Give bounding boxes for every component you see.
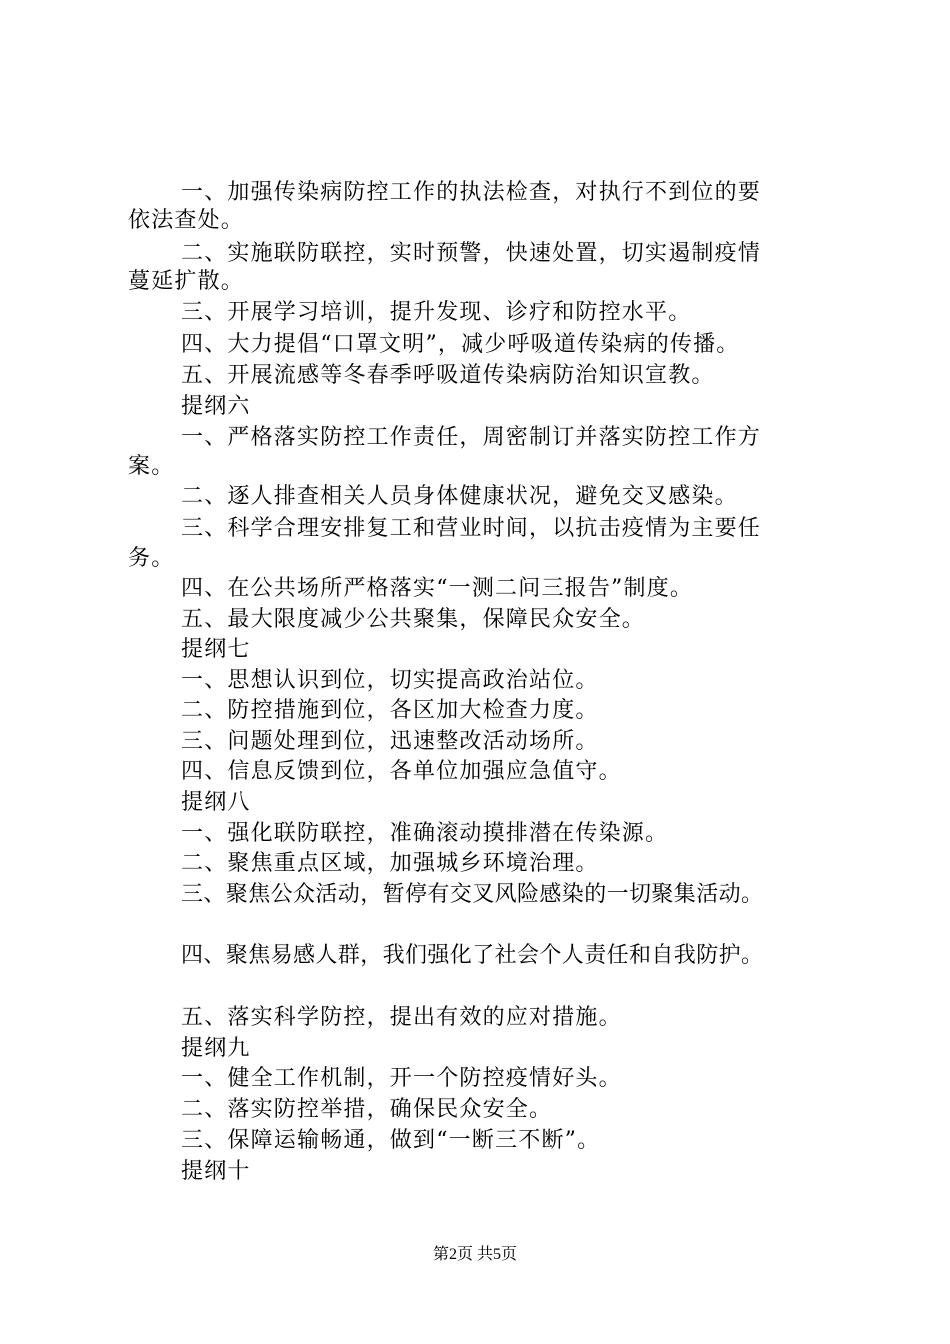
paragraph-line: 五、开展流感等冬春季呼吸道传染病防治知识宣教。 [181, 363, 715, 388]
section-heading: 提纲十 [181, 1159, 251, 1184]
paragraph-line: 二、防控措施到位，各区加大检查力度。 [181, 698, 599, 723]
paragraph-line: 三、保障运输畅通，做到“一断三不断”。 [181, 1128, 601, 1153]
paragraph-line: 蔓延扩散。 [128, 269, 245, 294]
paragraph-line: 案。 [128, 454, 175, 479]
paragraph-line: 三、聚焦公众活动，暂停有交叉风险感染的一切聚集活动。 [181, 882, 764, 907]
paragraph-line: 三、科学合理安排复工和营业时间，以抗击疫情为主要任 [181, 516, 762, 541]
paragraph-line: 四、在公共场所严格落实“一测二问三报告”制度。 [181, 576, 694, 601]
paragraph-line: 四、信息反馈到位，各单位加强应急值守。 [181, 759, 622, 784]
paragraph-line: 五、最大限度减少公共聚集，保障民众安全。 [181, 607, 646, 632]
paragraph-line: 一、健全工作机制，开一个防控疫情好头。 [181, 1066, 622, 1091]
paragraph-line: 三、问题处理到位，迅速整改活动场所。 [181, 729, 599, 754]
paragraph-line: 二、逐人排查相关人员身体健康状况，避免交叉感染。 [181, 484, 738, 509]
paragraph-line: 二、实施联防联控，实时预警，快速处置，切实遏制疫情 [181, 241, 762, 266]
paragraph-line: 一、强化联防联控，准确滚动摸排潜在传染源。 [181, 821, 669, 846]
paragraph-line: 二、聚焦重点区域，加强城乡环境治理。 [181, 851, 599, 876]
paragraph-line: 一、严格落实防控工作责任，周密制订并落实防控工作方 [181, 425, 762, 450]
section-heading: 提纲六 [181, 394, 251, 419]
paragraph-line: 一、加强传染病防控工作的执法检查，对执行不到位的要 [181, 180, 762, 205]
paragraph-line: 务。 [128, 546, 175, 571]
section-heading: 提纲九 [181, 1036, 251, 1061]
section-heading: 提纲八 [181, 790, 251, 815]
paragraph-line: 四、大力提倡“口罩文明”，减少呼吸道传染病的传播。 [181, 332, 740, 357]
page-number-footer: 第2页 共5页 [432, 1246, 517, 1263]
paragraph-line: 二、落实防控举措，确保民众安全。 [181, 1097, 553, 1122]
paragraph-line: 三、开展学习培训，提升发现、诊疗和防控水平。 [181, 300, 692, 325]
paragraph-line: 四、聚焦易感人群，我们强化了社会个人责任和自我防护。 [181, 943, 764, 968]
paragraph-line: 五、落实科学防控，提出有效的应对措施。 [181, 1005, 622, 1030]
paragraph-line: 一、思想认识到位，切实提高政治站位。 [181, 668, 599, 693]
paragraph-line: 依法查处。 [128, 208, 245, 233]
section-heading: 提纲七 [181, 637, 251, 662]
